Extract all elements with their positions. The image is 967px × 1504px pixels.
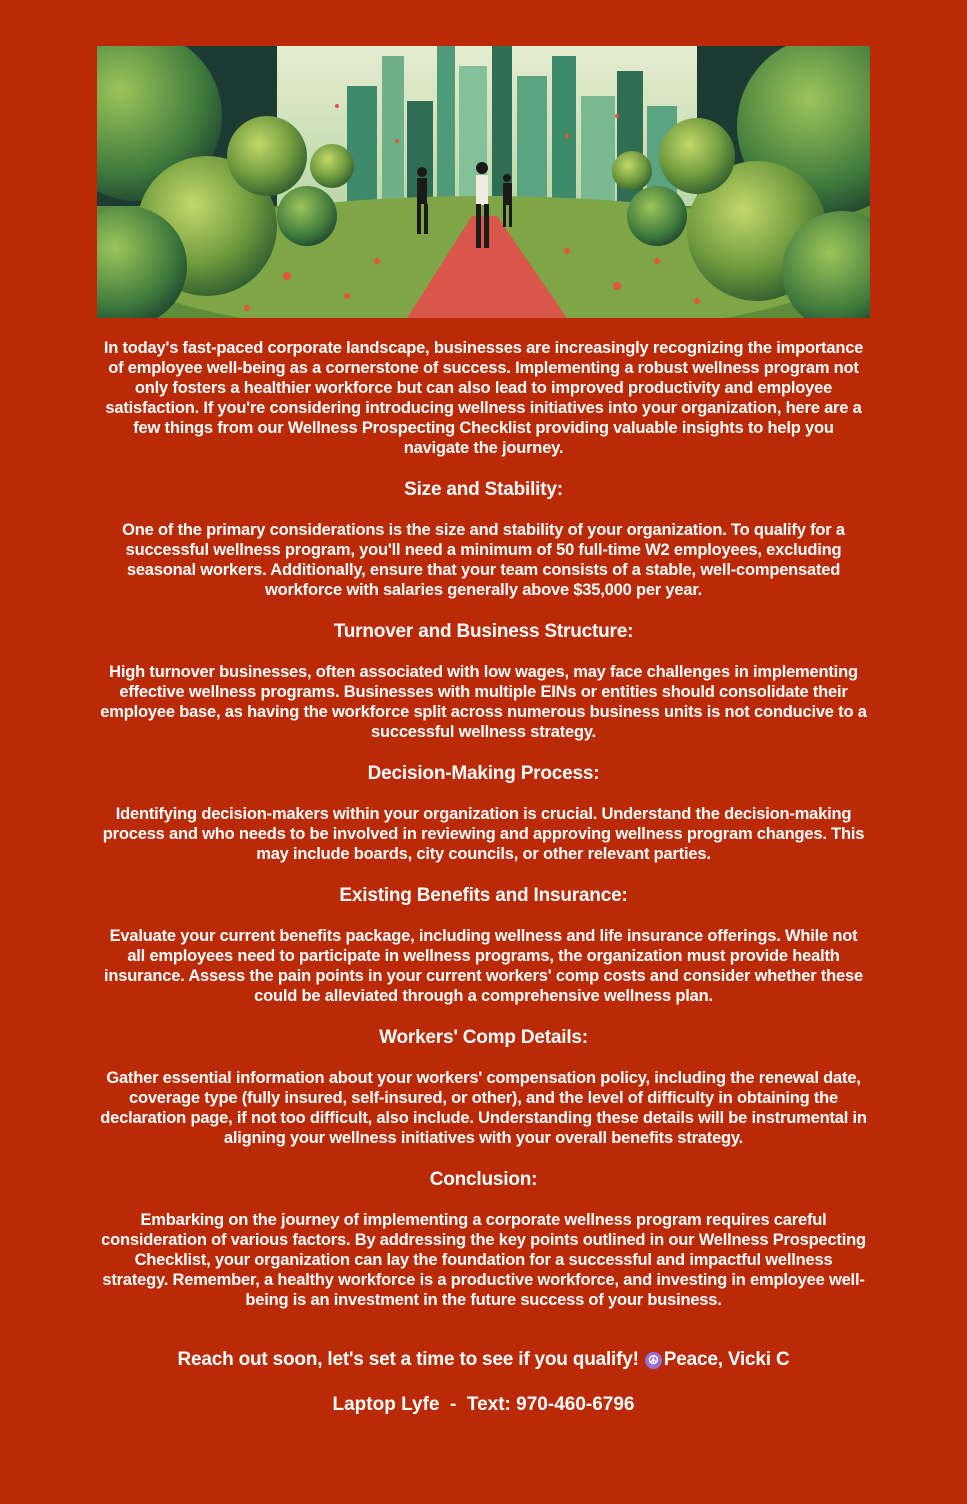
- call-to-action: [100, 1348, 867, 1372]
- section-body-size-stability: One of the primary considerations is the size and stability of your organization. To qualify for a successful wellness program, you'll need a minimum of 50 full-time W2 employees, excluding seasonal workers. Additionally, ensure that your team consists of a stable, well-compensated workforce with salaries generally above $35,000 per year.: [122, 521, 845, 599]
- article-body: [100, 338, 867, 1417]
- section-heading-conclusion: Conclusion:: [429, 1169, 538, 1190]
- section-heading-decision-making: Decision-Making Process:: [367, 763, 600, 784]
- signature: Peace, Vicki C: [663, 1349, 790, 1370]
- section-body-turnover: High turnover businesses, often associated with low wages, may face challenges in implementing effective wellness programs. Businesses with multiple EINs or entities should consolidate their employee base, as having the workforce split across numerous business units is not conducive to a successful wellness strategy.: [100, 663, 867, 741]
- section-body-conclusion: Embarking on the journey of implementing a corporate wellness program requires careful consideration of various factors. By addressing the key points outlined in our Wellness Prospecting Checklist, your organization can lay the foundation for a successful and impactful wellness strategy. Remember, a healthy workforce is a productive workforce, and investing in employee well-being is an investment in the future success of your business.: [101, 1211, 866, 1309]
- contact-line: Laptop Lyfe - Text: 970-460-6796: [332, 1394, 635, 1415]
- section-body-decision-making: Identifying decision-makers within your organization is crucial. Understand the decision-making process and who needs to be involved in reviewing and approving wellness program changes. This may include boards, city councils, or other relevant parties.: [102, 805, 865, 863]
- call-to-action-text: Reach out soon, let's set a time to see if you qualify!: [177, 1349, 639, 1370]
- hero-illustration: [97, 46, 870, 318]
- section-body-existing-benefits: Evaluate your current benefits package, including wellness and life insurance offerings. While not all employees need to participate in wellness programs, the organization must provide health insurance. Assess the pain points in your current workers' comp costs and consider whether these could be alleviated through a comprehensive wellness plan.: [104, 927, 863, 1005]
- section-heading-workers-comp: Workers' Comp Details:: [379, 1027, 588, 1048]
- section-heading-size-stability: Size and Stability:: [404, 479, 563, 500]
- section-heading-existing-benefits: Existing Benefits and Insurance:: [339, 885, 628, 906]
- section-body-workers-comp: Gather essential information about your workers' compensation policy, including the renewal date, coverage type (fully insured, self-insured, or other), and the level of difficulty in obtaining the declaration page, if not too difficult, also include. Understanding these details will be instrumental in aligning your wellness initiatives with your overall benefits strategy.: [100, 1069, 867, 1147]
- city-garden-illustration-icon: [97, 46, 870, 318]
- intro-paragraph: In today's fast-paced corporate landscape, businesses are increasingly recognizing the importance of employee well-being as a cornerstone of success. Implementing a robust wellness program not only fosters a healthier workforce but can also lead to improved productivity and employee satisfaction. If you're considering introducing wellness initiatives into your organization, here are a few things from our Wellness Prospecting Checklist providing valuable insights to help you navigate the journey.: [103, 339, 864, 457]
- section-heading-turnover: Turnover and Business Structure:: [333, 621, 634, 642]
- peace-icon: ☮: [645, 1352, 662, 1369]
